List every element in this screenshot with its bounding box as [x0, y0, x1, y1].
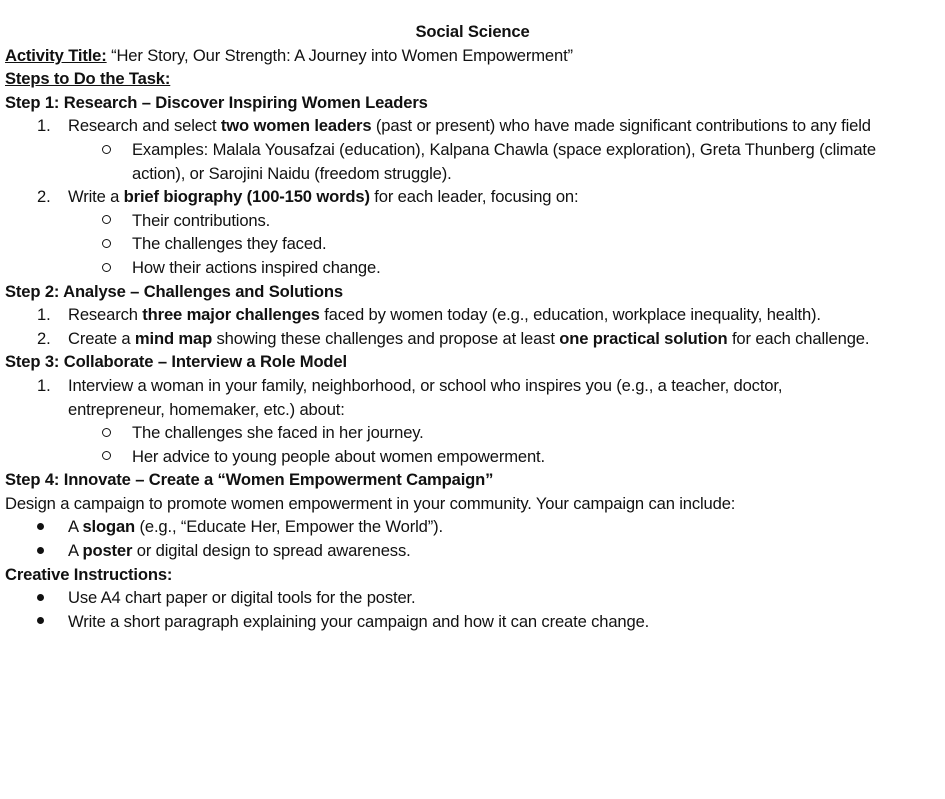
creative-item: Write a short paragraph explaining your campaign and how it can create change. [0, 610, 945, 634]
hollow-bullet-icon [102, 263, 111, 272]
activity-title-line [0, 44, 945, 68]
creative-item: Use A4 chart paper or digital tools for the poster. [0, 586, 945, 610]
step1-example-line2: action), or Sarojini Naidu (freedom struggle). [132, 163, 452, 183]
step1-sub-item: The challenges they faced. [0, 232, 945, 256]
step3-heading: Step 3: Collaborate – Interview a Role Model [5, 352, 347, 372]
step4-bullet-poster: A poster or digital design to spread awareness. [0, 539, 945, 563]
step1-sub-item: Their contributions. [0, 209, 945, 233]
step4-intro: Design a campaign to promote women empowerment in your community. Your campaign can include: [5, 493, 736, 513]
step3-item-1-line2: entrepreneur, homemaker, etc.) about: [68, 399, 345, 419]
filled-bullet-icon [37, 523, 44, 530]
step2-heading: Step 2: Analyse – Challenges and Solutions [5, 281, 343, 301]
hollow-bullet-icon [102, 239, 111, 248]
filled-bullet-icon [37, 547, 44, 554]
document-title: Social Science [415, 22, 530, 41]
hollow-bullet-icon [102, 428, 111, 437]
step3-sub-item: The challenges she faced in her journey. [0, 421, 945, 445]
hollow-bullet-icon [102, 145, 111, 154]
step1-item-1: 1. Research and select two women leaders (past or present) who have made significant contributions to any field [0, 114, 945, 138]
list-number: 2. [37, 187, 51, 207]
filled-bullet-icon [37, 617, 44, 624]
list-number: 1. [37, 305, 51, 325]
activity-title-text: “Her Story, Our Strength: A Journey into Women Empowerment” [106, 45, 573, 65]
step1-item-2: 2. Write a brief biography (100-150 words) for each leader, focusing on: [0, 185, 945, 209]
hollow-bullet-icon [102, 451, 111, 460]
step3-sub-item: Her advice to young people about women empowerment. [0, 445, 945, 469]
step4-bullet-slogan: A slogan (e.g., “Educate Her, Empower the World”). [0, 515, 945, 539]
step2-item-1: 1. Research three major challenges faced by women today (e.g., education, workplace inequality, health). [0, 303, 945, 327]
step2-item-2: 2. Create a mind map showing these challenges and propose at least one practical solution for each challenge. [0, 327, 945, 351]
creative-heading: Creative Instructions: [5, 564, 173, 584]
steps-heading: Steps to Do the Task: [5, 69, 171, 89]
step1-heading: Step 1: Research – Discover Inspiring Women Leaders [5, 92, 428, 112]
step4-heading: Step 4: Innovate – Create a “Women Empowerment Campaign” [5, 470, 494, 490]
list-number: 1. [37, 375, 51, 395]
list-number: 1. [37, 116, 51, 136]
list-number: 2. [37, 328, 51, 348]
filled-bullet-icon [37, 594, 44, 601]
document-page [0, 20, 945, 633]
step1-example-line1: Examples: Malala Yousafzai (education), Kalpana Chawla (space exploration), Greta Thunberg (climate [0, 138, 945, 162]
hollow-bullet-icon [102, 215, 111, 224]
step3-item-1-line1: 1. Interview a woman in your family, neighborhood, or school who inspires you (e.g., a teacher, doctor, [0, 374, 945, 398]
step1-sub-item: How their actions inspired change. [0, 256, 945, 280]
activity-title-label: Activity Title: [5, 45, 107, 65]
